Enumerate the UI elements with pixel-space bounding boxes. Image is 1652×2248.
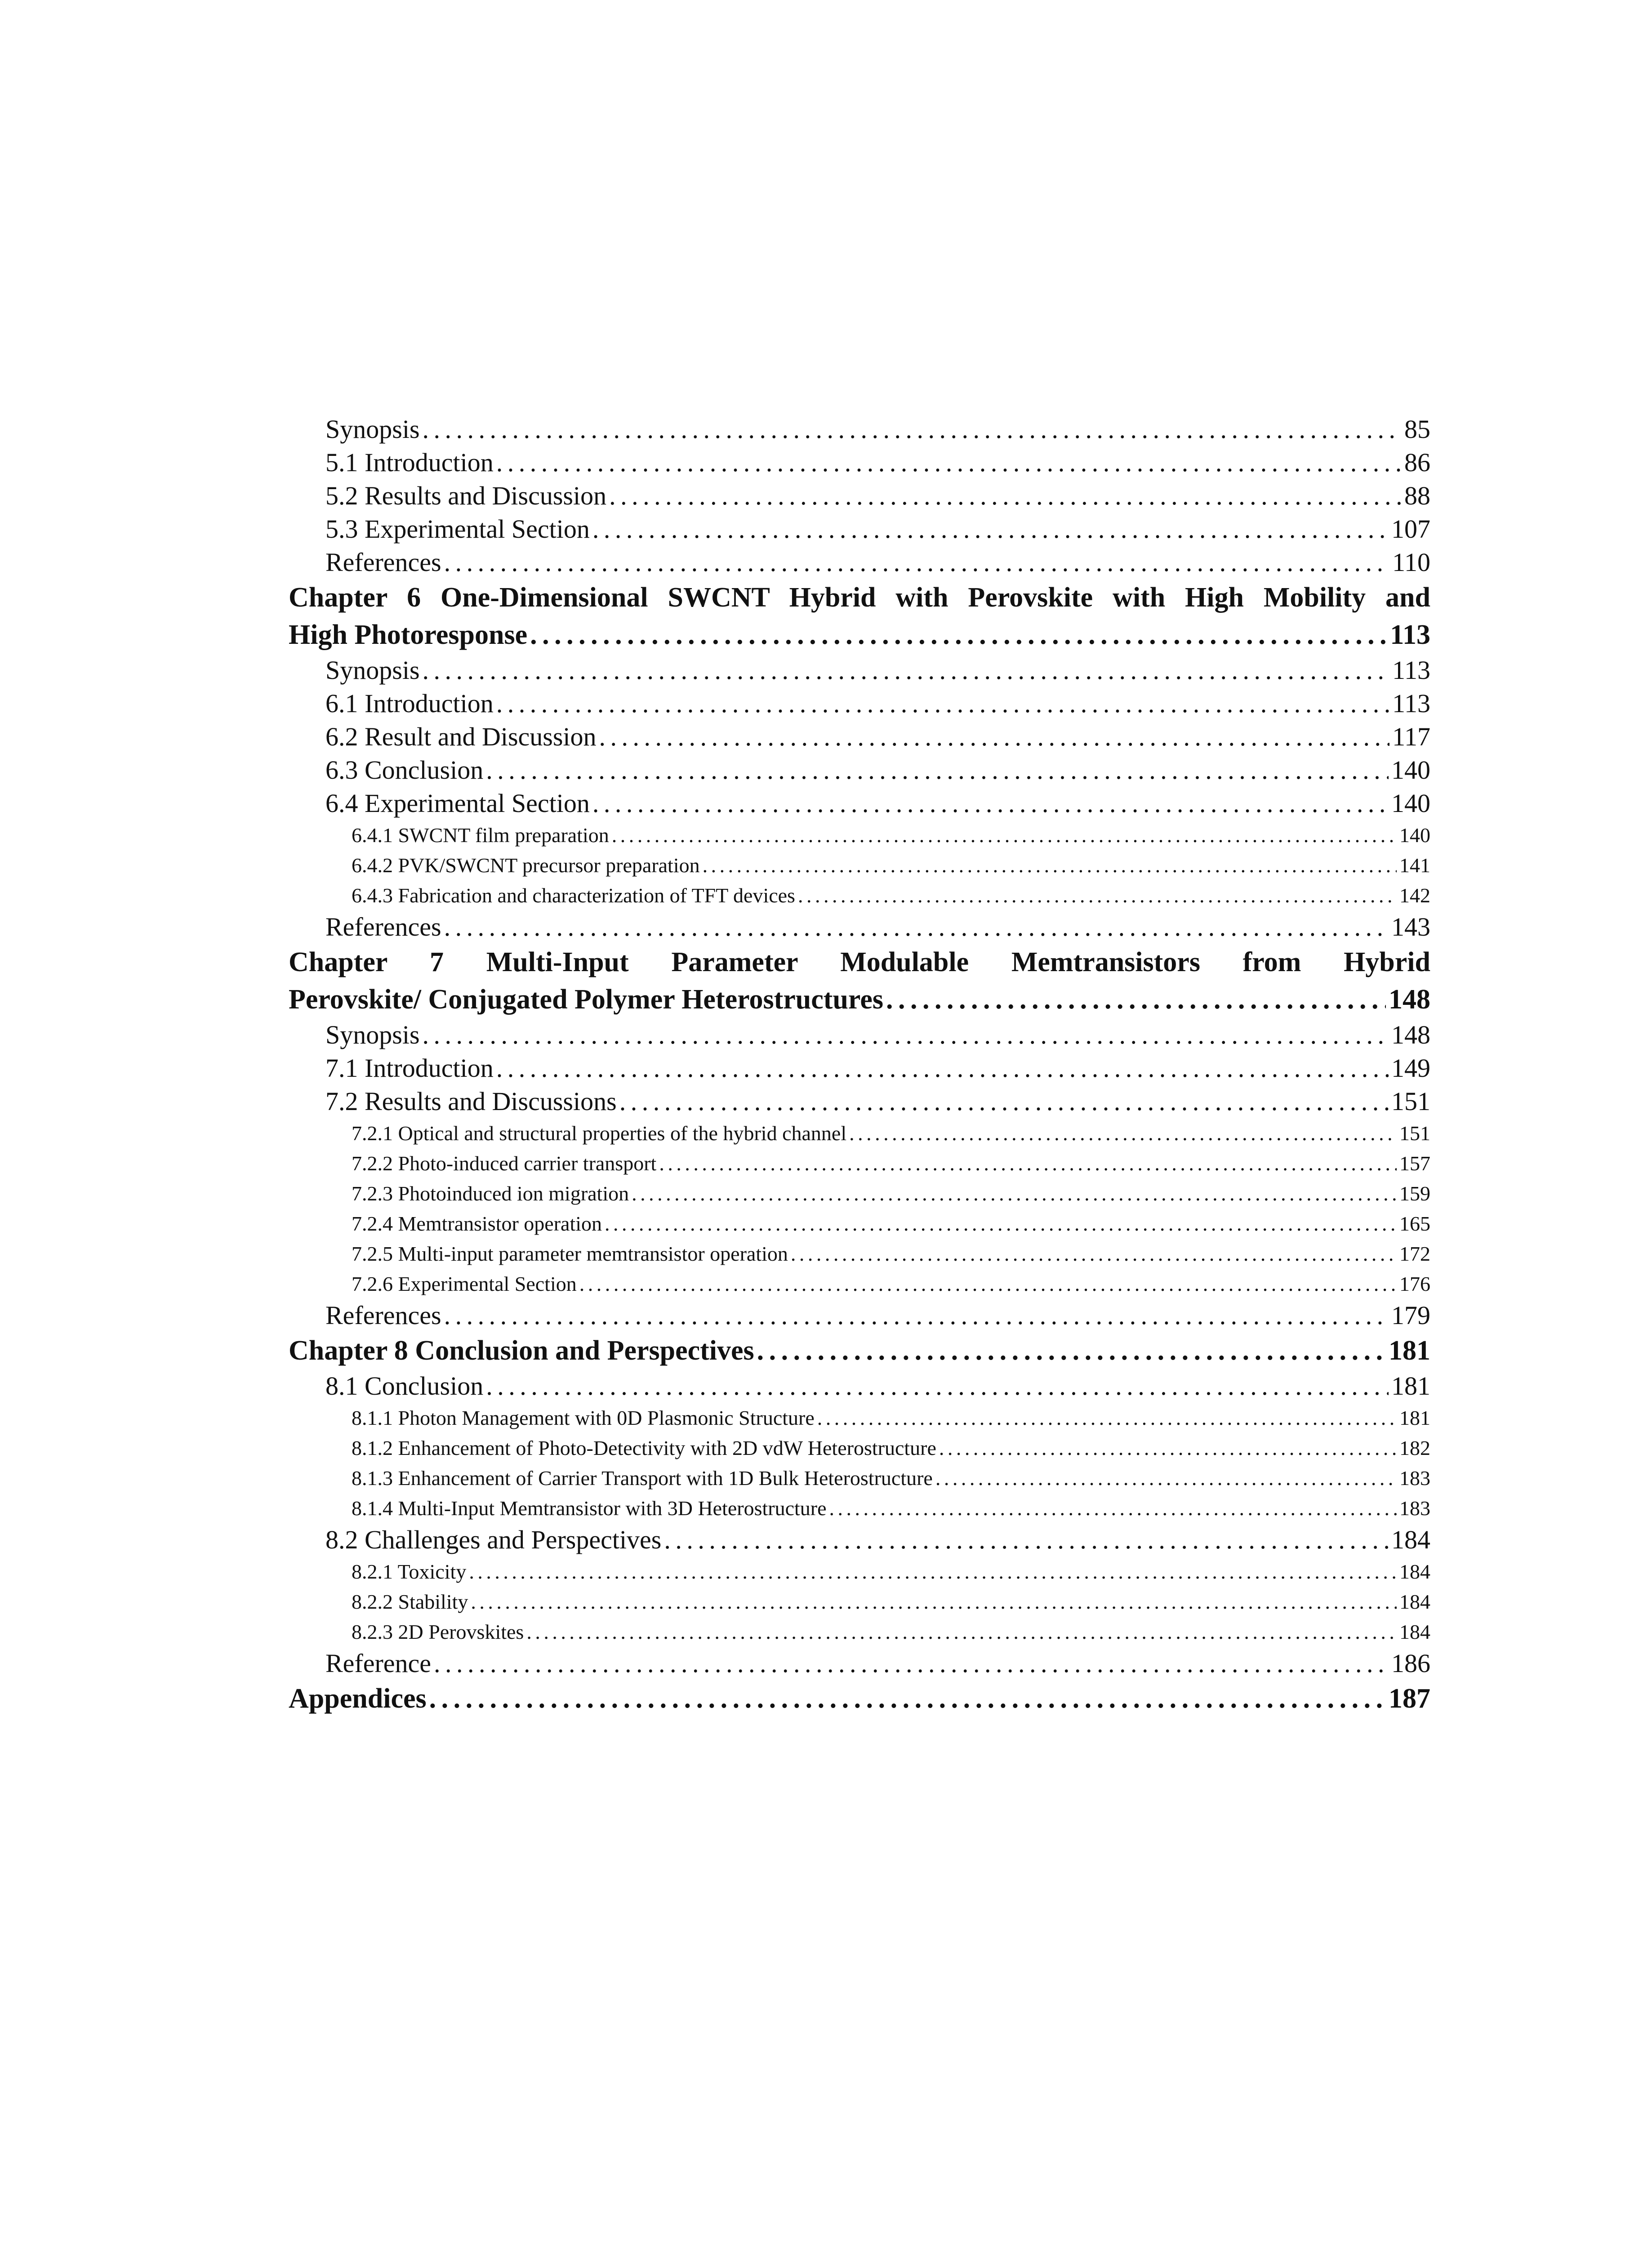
toc-entry-page: 113 [1392, 689, 1430, 718]
toc-entry-6-4-3[interactable] [289, 880, 1430, 910]
toc-entry-6-1[interactable] [289, 687, 1430, 720]
toc-entry-page: 172 [1399, 1242, 1430, 1265]
toc-entry-8-2[interactable] [289, 1523, 1430, 1557]
toc-entry-page: 183 [1399, 1497, 1430, 1520]
toc-leader-dots [703, 850, 1397, 880]
toc-entry-6-3[interactable] [289, 754, 1430, 787]
table-of-contents [289, 413, 1430, 1717]
toc-entry-page: 107 [1391, 514, 1430, 544]
toc-leader-dots [632, 1178, 1397, 1209]
toc-leader-dots [530, 616, 1387, 654]
toc-entry-page: 182 [1399, 1436, 1430, 1459]
toc-entry-8-1[interactable] [289, 1369, 1430, 1403]
toc-leader-dots [469, 1557, 1397, 1587]
toc-entry-title: 8.2.2 Stability [352, 1590, 468, 1613]
toc-entry-ch6-references[interactable] [289, 910, 1430, 944]
toc-entry-page: 151 [1399, 1122, 1430, 1145]
toc-entry-page: 157 [1399, 1152, 1430, 1175]
toc-entry-title: 8.1.1 Photon Management with 0D Plasmonic Structure [352, 1406, 815, 1429]
toc-leader-dots [612, 820, 1397, 850]
toc-entry-title: 8.2 Challenges and Perspectives [325, 1525, 662, 1554]
toc-entry-title: 5.2 Results and Discussion [325, 481, 607, 510]
toc-leader-dots [791, 1239, 1397, 1269]
toc-entry-title: 7.2.1 Optical and structural properties of the hybrid channel [352, 1122, 847, 1145]
toc-entry-title: 8.2.1 Toxicity [352, 1560, 467, 1583]
toc-entry-page: 176 [1399, 1272, 1430, 1295]
toc-entry-page: 85 [1404, 415, 1430, 444]
toc-entry-page: 143 [1391, 912, 1430, 941]
toc-leader-dots [496, 1052, 1389, 1085]
toc-entry-title: High Photoresponse [289, 620, 528, 650]
toc-entry-title: 8.1 Conclusion [325, 1371, 484, 1401]
toc-entry-title: Reference [325, 1649, 432, 1678]
toc-leader-dots [849, 1118, 1397, 1148]
toc-leader-dots [619, 1085, 1389, 1118]
toc-entry-page: 159 [1399, 1182, 1430, 1205]
toc-entry-8-1-4[interactable] [289, 1493, 1430, 1523]
toc-entry-title: Synopsis [325, 656, 420, 685]
toc-leader-dots [444, 910, 1389, 944]
toc-entry-page: 140 [1391, 755, 1430, 785]
toc-leader-dots [423, 413, 1402, 446]
toc-entry-title: Perovskite/ Conjugated Polymer Heterostructures [289, 984, 883, 1015]
toc-entry-7-2-5[interactable] [289, 1239, 1430, 1269]
toc-chapter-6[interactable] [289, 616, 1430, 654]
toc-entry-page: 149 [1391, 1053, 1430, 1083]
toc-entry-page: 110 [1392, 548, 1430, 577]
toc-leader-dots [664, 1523, 1389, 1557]
toc-chapter-7[interactable] [289, 981, 1430, 1018]
toc-entry-title: 6.3 Conclusion [325, 755, 484, 785]
toc-entry-7-2-3[interactable] [289, 1178, 1430, 1209]
toc-leader-dots [429, 1680, 1386, 1717]
toc-entry-page: 183 [1399, 1467, 1430, 1490]
toc-entry-page: 88 [1404, 481, 1430, 510]
toc-entry-page: 142 [1399, 884, 1430, 907]
toc-entry-page: 186 [1391, 1649, 1430, 1678]
toc-entry-title: References [325, 548, 441, 577]
toc-chapter-6-heading-line1[interactable]: Chapter 6 One-Dimensional SWCNT Hybrid with Perovskite with High Mobility and [289, 582, 1430, 613]
toc-entry-ch7-synopsis[interactable] [289, 1018, 1430, 1052]
toc-entry-page: 140 [1391, 789, 1430, 818]
toc-entry-page: 179 [1391, 1301, 1430, 1330]
toc-chapter-7-heading-line1[interactable]: Chapter 7 Multi-Input Parameter Modulable Memtransistors from Hybrid [289, 947, 1430, 977]
toc-leader-dots [486, 754, 1389, 787]
toc-leader-dots [486, 1369, 1389, 1403]
toc-entry-ch5-synopsis[interactable] [289, 413, 1430, 446]
toc-entry-title: Synopsis [325, 415, 420, 444]
toc-entry-7-2-6[interactable] [289, 1269, 1430, 1299]
toc-leader-dots [471, 1587, 1397, 1617]
toc-leader-dots [444, 546, 1390, 579]
toc-leader-dots [592, 787, 1389, 820]
toc-entry-6-2[interactable] [289, 720, 1430, 754]
toc-leader-dots [444, 1299, 1389, 1332]
toc-entry-title: 6.4.3 Fabrication and characterization of TFT devices [352, 884, 795, 907]
toc-entry-page: 117 [1392, 722, 1430, 751]
toc-entry-8-2-1[interactable] [289, 1557, 1430, 1587]
toc-entry-title: 7.2.2 Photo-induced carrier transport [352, 1152, 657, 1175]
toc-entry-page: 184 [1399, 1620, 1430, 1643]
toc-entry-7-2-4[interactable] [289, 1209, 1430, 1239]
toc-leader-dots [659, 1148, 1397, 1178]
toc-entry-title: 5.3 Experimental Section [325, 514, 590, 544]
toc-entry-6-4[interactable] [289, 787, 1430, 820]
toc-entry-page: 151 [1391, 1087, 1430, 1116]
toc-entry-page: 181 [1399, 1406, 1430, 1429]
toc-entry-7-2[interactable] [289, 1085, 1430, 1118]
toc-entry-title: 7.2.5 Multi-input parameter memtransistor operation [352, 1242, 788, 1265]
toc-entry-title: 6.4 Experimental Section [325, 789, 590, 818]
toc-entry-title: 6.1 Introduction [325, 689, 494, 718]
toc-entry-page: 181 [1389, 1335, 1430, 1366]
toc-entry-title: 7.2.6 Experimental Section [352, 1272, 577, 1295]
toc-entry-7-2-1[interactable] [289, 1118, 1430, 1148]
toc-entry-ch8-reference[interactable] [289, 1647, 1430, 1680]
toc-entry-page: 184 [1399, 1590, 1430, 1613]
toc-leader-dots [526, 1617, 1397, 1647]
toc-entry-page: 140 [1399, 824, 1430, 847]
toc-entry-ch5-references[interactable] [289, 546, 1430, 579]
toc-entry-title: Appendices [289, 1683, 427, 1714]
toc-chapter-8[interactable] [289, 1332, 1430, 1369]
toc-entry-page: 113 [1390, 620, 1430, 650]
toc-leader-dots [886, 981, 1386, 1018]
toc-leader-dots [935, 1463, 1397, 1493]
toc-leader-dots [599, 720, 1390, 754]
toc-leader-dots [496, 446, 1402, 479]
toc-entry-5-1[interactable] [289, 446, 1430, 479]
toc-entry-8-2-2[interactable] [289, 1587, 1430, 1617]
toc-entry-8-1-2[interactable] [289, 1433, 1430, 1463]
toc-entry-page: 113 [1392, 656, 1430, 685]
toc-entry-6-4-2[interactable] [289, 850, 1430, 880]
toc-entry-title: Chapter 8 Conclusion and Perspectives [289, 1335, 754, 1366]
toc-entry-page: 148 [1389, 984, 1430, 1015]
toc-entry-5-2[interactable] [289, 479, 1430, 513]
toc-entry-title: 6.4.2 PVK/SWCNT precursor preparation [352, 854, 700, 877]
toc-entry-title: 7.2.4 Memtransistor operation [352, 1212, 602, 1235]
toc-entry-title: 7.2.3 Photoinduced ion migration [352, 1182, 629, 1205]
toc-leader-dots [798, 880, 1397, 910]
toc-entry-title: 8.1.4 Multi-Input Memtransistor with 3D Heterostructure [352, 1497, 827, 1520]
toc-entry-page: 165 [1399, 1212, 1430, 1235]
toc-entry-8-1-3[interactable] [289, 1463, 1430, 1493]
toc-leader-dots [423, 1018, 1389, 1052]
toc-entry-7-1[interactable] [289, 1052, 1430, 1085]
toc-entry-page: 184 [1391, 1525, 1430, 1554]
toc-appendices[interactable] [289, 1680, 1430, 1717]
toc-entry-page: 148 [1391, 1020, 1430, 1049]
toc-entry-title: 6.2 Result and Discussion [325, 722, 597, 751]
toc-entry-ch7-references[interactable] [289, 1299, 1430, 1332]
toc-entry-title: 5.1 Introduction [325, 448, 494, 477]
toc-entry-title: 7.1 Introduction [325, 1053, 494, 1083]
toc-entry-title: 8.1.2 Enhancement of Photo-Detectivity with 2D vdW Heterostructure [352, 1436, 936, 1459]
toc-entry-title: 8.1.3 Enhancement of Carrier Transport with 1D Bulk Heterostructure [352, 1467, 933, 1490]
toc-entry-page: 184 [1399, 1560, 1430, 1583]
toc-entry-title: 6.4.1 SWCNT film preparation [352, 824, 609, 847]
toc-entry-ch6-synopsis[interactable] [289, 654, 1430, 687]
toc-leader-dots [496, 687, 1389, 720]
toc-entry-title: References [325, 1301, 441, 1330]
toc-entry-page: 181 [1391, 1371, 1430, 1401]
toc-entry-title: Synopsis [325, 1020, 420, 1049]
toc-leader-dots [829, 1493, 1397, 1523]
toc-entry-8-1-1[interactable] [289, 1403, 1430, 1433]
toc-leader-dots [423, 654, 1390, 687]
toc-entry-5-3[interactable] [289, 513, 1430, 546]
toc-leader-dots [579, 1269, 1397, 1299]
toc-entry-page: 86 [1404, 448, 1430, 477]
toc-entry-page: 141 [1399, 854, 1430, 877]
toc-leader-dots [757, 1332, 1386, 1369]
toc-leader-dots [609, 479, 1402, 513]
toc-leader-dots [605, 1209, 1397, 1239]
toc-entry-title: 7.2 Results and Discussions [325, 1087, 617, 1116]
toc-leader-dots [817, 1403, 1397, 1433]
toc-leader-dots [434, 1647, 1389, 1680]
toc-entry-7-2-2[interactable] [289, 1148, 1430, 1178]
toc-entry-8-2-3[interactable] [289, 1617, 1430, 1647]
toc-entry-page: 187 [1389, 1683, 1430, 1714]
toc-entry-title: References [325, 912, 441, 941]
toc-leader-dots [592, 513, 1389, 546]
toc-entry-title: 8.2.3 2D Perovskites [352, 1620, 524, 1643]
toc-leader-dots [939, 1433, 1397, 1463]
toc-entry-6-4-1[interactable] [289, 820, 1430, 850]
